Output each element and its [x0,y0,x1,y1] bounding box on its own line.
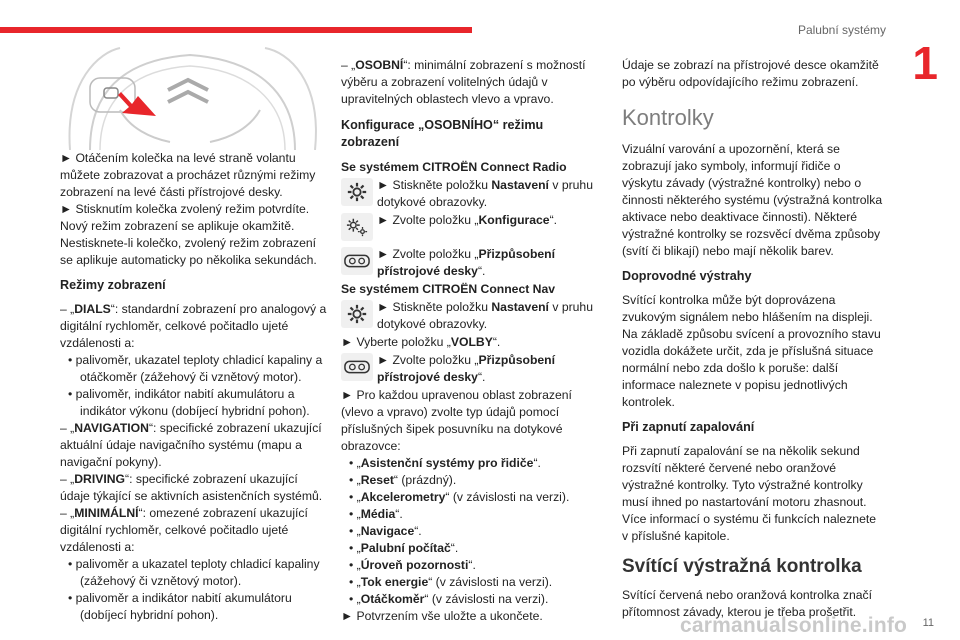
dashboard-icon [341,353,373,381]
wheel-instruction-1: ► Otáčením kolečka na levé straně volantu můžete zobrazovat a procházet různými režimy zobrazení na levé části přístrojové desky. [60,151,316,199]
chapter-number: 1 [912,37,938,89]
radio-subheading: Se systémem CITROËN Connect Radio [341,160,567,174]
zapalovani-text: Při zapnutí zapalování se na několik sekund rozsvítí některé červené nebo oranžové výstražné kontrolky. Tyto výstražné kontrolky musí ihned po nastartování motoru zhasnout. Více informací o systému či funkcích naleznete v příslušné kapitole. [622,444,877,543]
confirm-instruction: ► Potvrzením vše uložte a ukončete. [341,609,543,623]
steering-wheel-icon [60,0,328,150]
column-right [622,0,884,621]
option-list [341,455,603,608]
mode-dials-bullet-1: • palivoměr, ukazatel teploty chladicí kapaliny a otáčkoměr (zážehový či vznětový motor). [68,353,323,384]
dashboard-icon [341,247,373,275]
option-item: • „Otáčkoměr“ (v závislosti na verzi). [349,592,549,606]
mode-minimal: – „MINIMÁLNÍ“: omezené zobrazení ukazující digitální rychloměr, celkové počitadlo ujeté vzdálenosti a: [60,506,308,554]
nav-step-3: ► Zvolte položku „Přizpůsobení přístrojové desky“. [341,352,603,386]
display-modes-heading: Režimy zobrazení [60,278,166,292]
nav-step-1: ► Stiskněte položku Nastavení v pruhu dotykové obrazovky. [341,299,603,333]
section-title: Palubní systémy [797,23,886,37]
option-item: • „Úroveň pozornosti“. [349,558,476,572]
config-heading: Konfigurace „OSOBNÍHO“ režimu zobrazení [341,118,544,149]
wheel-instruction-2: ► Stisknutím kolečka zvolený režim potvrdíte. [60,202,310,216]
kontrolky-text: Vizuální varování a upozornění, která se zobrazují jako symboly, informují řidiče o výskytu závady (výstražné kontrolky) nebo o činnosti některého systému (výstražná kontrolka aktivace nebo deaktivace činnosti). Některé výstražné kontrolky se rozsvěcí dvěma způsoby (svítí či blikají) nebo mají několik barev. [622,142,883,258]
option-item: • „Tok energie“ (v závislosti na verzi). [349,575,553,589]
mode-driving: – „DRIVING“: specifické zobrazení ukazující údaje týkající se aktivních asistenčních systémů. [60,472,323,503]
area-instruction: ► Pro každou upravenou oblast zobrazení (vlevo a vpravo) zvolte typ údajů pomocí příslušných šipek posuvníku na dotykové obrazovce: [341,388,572,453]
gear-icon [341,300,373,328]
option-item: • „Asistenční systémy pro řidiče“. [349,456,541,470]
mode-navigation: – „NAVIGATION“: specifické zobrazení ukazující aktuální údaje navigačního systému (mapu a navigační pokyny). [60,421,322,469]
mode-dials: – „DIALS“: standardní zobrazení pro analogový a digitální rychloměr, celkové počitadlo ujeté vzdálenosti a: [60,302,327,350]
radio-step-3: ► Zvolte položku „Přizpůsobení přístrojové desky“. [341,246,603,280]
doprovodne-heading: Doprovodné výstrahy [622,269,752,283]
wheel-instruction-3: Nový režim zobrazení se aplikuje okamžitě. [60,219,295,233]
mode-dials-bullet-2: • palivoměr, indikátor nabití akumulátoru a indikátor výkonu (dobíjecí hybridní pohon). [68,387,310,418]
nav-step-2: ► Vyberte položku „VOLBY“. [341,335,501,349]
option-item: • „Média“. [349,507,403,521]
option-item: • „Navigace“. [349,524,422,538]
mode-personal: – „OSOBNÍ“: minimální zobrazení s možností výběru a zobrazení volitelných údajů v upravitelných oblastech vlevo a vpravo. [341,58,586,106]
wheel-instruction-4: Nestisknete-li kolečko, zvolený režim zobrazení se aplikuje automaticky po několika sekundách. [60,236,317,267]
gears-icon [341,213,373,241]
nav-subheading: Se systémem CITROËN Connect Nav [341,282,556,296]
column-left [60,0,328,624]
gear-icon [341,178,373,206]
doprovodne-text: Svítící kontrolka může být doprovázena zvukovým signálem nebo hlášením na displeji. Na základě způsobu svícení a provozního stavu vozidla dokážete určit, zda je příslušná situace normální nebo zda došlo k poruše: další informace naleznete v popisu jednotlivých kontrolek. [622,293,881,409]
option-item: • „Reset“ (prázdný). [349,473,457,487]
option-item: • „Akcelerometry“ (v závislosti na verzi). [349,490,570,504]
mode-minimal-bullet-2: • palivoměr a indikátor nabití akumulátoru (dobíjecí hybridní pohon). [68,591,292,622]
kontrolky-heading: Kontrolky [622,105,714,130]
watermark: carmanualsonline.info [680,614,908,637]
page-number: 11 [922,617,934,629]
radio-step-2: ► Zvolte položku „Konfigurace“. [341,212,603,245]
steering-wheel-figure [60,0,328,150]
option-item: • „Palubní počítač“. [349,541,459,555]
mode-minimal-bullet-1: • palivoměr a ukazatel teploty chladicí kapaliny (zážehový či vznětový motor). [68,557,320,588]
zapalovani-heading: Při zapnutí zapalování [622,420,755,434]
svitici-heading: Svítící výstražná kontrolka [622,556,862,577]
intro-text: Údaje se zobrazí na přístrojové desce okamžitě po výběru odpovídajícího režimu zobrazení. [622,58,879,89]
column-middle [341,0,603,625]
svitici-text: Svítící červená nebo oranžová kontrolka značí přítomnost závady, kterou je třeba prošetřit. [622,588,872,619]
radio-step-1: ► Stiskněte položku Nastavení v pruhu dotykové obrazovky. [341,177,603,211]
